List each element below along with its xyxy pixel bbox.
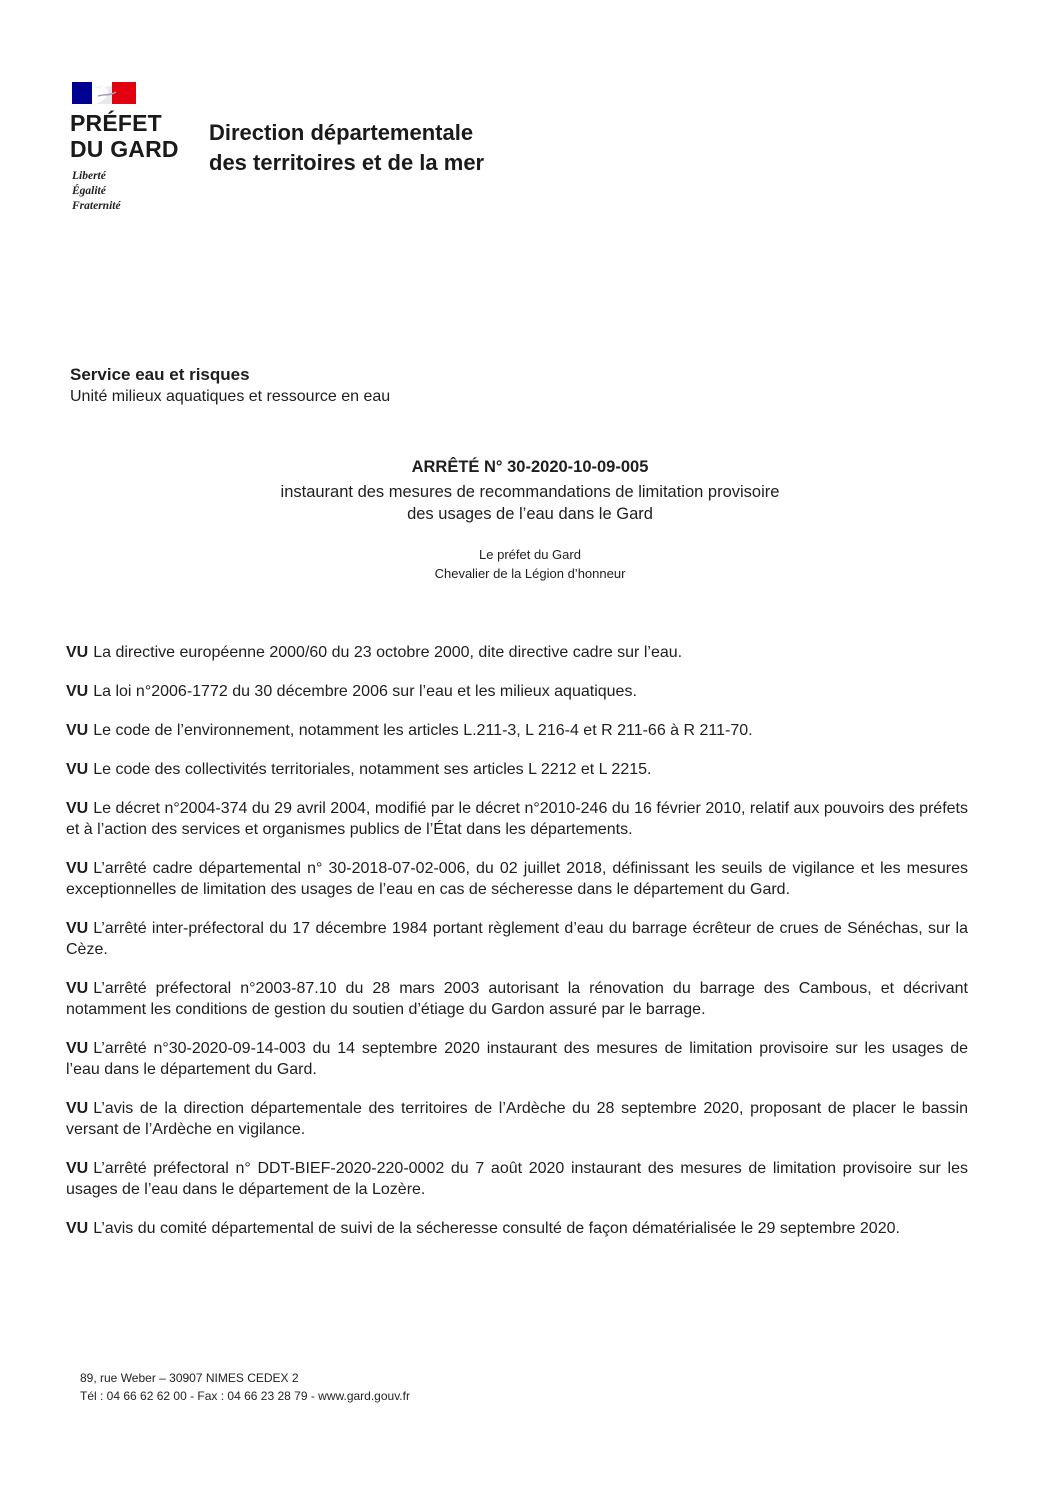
- prefet-du-gard-title: [70, 110, 179, 162]
- service-unit: Unité milieux aquatiques et ressource en eau: [70, 388, 391, 405]
- direction-line-2: des territoires et de la mer: [209, 150, 485, 175]
- vu-keyword: VU: [66, 1100, 89, 1117]
- vu-text: La directive européenne 2000/60 du 23 octobre 2000, dite directive cadre sur l’eau.: [93, 644, 683, 661]
- vu-item: [66, 1158, 968, 1200]
- motto-fraternite: Fraternité: [72, 200, 121, 212]
- vu-keyword: VU: [66, 920, 89, 937]
- vu-keyword: VU: [66, 1160, 89, 1177]
- vu-keyword: VU: [66, 683, 89, 700]
- vu-keyword: VU: [66, 980, 89, 997]
- vu-list: [66, 642, 968, 1239]
- vu-text: L’arrêté préfectoral n° DDT-BIEF-2020-220-0002 du 7 août 2020 instaurant des mesures de limitation provisoire sur les usages de l’eau dans le département de la Lozère.: [66, 1160, 968, 1198]
- service-block: [70, 364, 390, 408]
- republic-motto: [72, 169, 121, 214]
- arrete-number: ARRÊTÉ N° 30-2020-10-09-005: [411, 458, 649, 476]
- motto-egalite: Égalité: [72, 185, 106, 197]
- direction-line-1: Direction départementale: [209, 120, 474, 145]
- vu-text: Le code des collectivités territoriales, notamment ses articles L 2212 et L 2215.: [93, 761, 652, 778]
- vu-text: L’avis du comité départemental de suivi de la sécheresse consulté de façon dématérialisée le 29 septembre 2020.: [93, 1220, 900, 1237]
- vu-text: L’avis de la direction départementale des territoires de l’Ardèche du 28 septembre 2020, proposant de placer le bassin versant de l’Ardèche en vigilance.: [66, 1100, 968, 1138]
- vu-keyword: VU: [66, 1040, 89, 1057]
- vu-item: [66, 978, 968, 1020]
- prefet-signatory-line-1: Le préfet du Gard: [479, 547, 581, 562]
- vu-item: [66, 1098, 968, 1140]
- arrete-subtitle-line-1: instaurant des mesures de recommandations de limitation provisoire: [280, 483, 780, 501]
- footer-address: 89, rue Weber – 30907 NIMES CEDEX 2: [80, 1371, 299, 1385]
- direction-title: [209, 118, 484, 178]
- vu-text: L’arrêté n°30-2020-09-14-003 du 14 septembre 2020 instaurant des mesures de limitation provisoire sur les usages de l’eau dans le département du Gard.: [66, 1040, 968, 1078]
- vu-item: [66, 642, 968, 663]
- vu-keyword: VU: [66, 1220, 89, 1237]
- vu-keyword: VU: [66, 800, 89, 817]
- prefet-line-2: DU GARD: [70, 136, 179, 162]
- vu-text: L’arrêté préfectoral n°2003-87.10 du 28 mars 2003 autorisant la rénovation du barrage des Cambous, et décrivant notamment les conditions de gestion du soutien d’étiage du Gardon assuré par le barrage.: [66, 980, 968, 1018]
- vu-item: [66, 858, 968, 900]
- vu-item: [66, 1218, 968, 1239]
- vu-text: La loi n°2006-1772 du 30 décembre 2006 sur l’eau et les milieux aquatiques.: [93, 683, 637, 700]
- footer-contact: Tél : 04 66 62 62 00 - Fax : 04 66 23 28 79 - www.gard.gouv.fr: [80, 1389, 410, 1403]
- vu-text: L’arrêté inter-préfectoral du 17 décembre 1984 portant règlement d’eau du barrage écrêteur de crues de Sénéchas, sur la Cèze.: [66, 920, 968, 958]
- vu-text: Le décret n°2004-374 du 29 avril 2004, modifié par le décret n°2010-246 du 16 février 2010, relatif aux pouvoirs des préfets et à l’action des services et organismes publics de l’État dans les départements.: [66, 800, 968, 838]
- vu-item: [66, 720, 968, 741]
- vu-item: [66, 798, 968, 840]
- vu-text: L’arrêté cadre départemental n° 30-2018-07-02-006, du 02 juillet 2018, définissant les seuils de vigilance et les mesures exceptionnelles de limitation des usages de l’eau en cas de sécheresse dans le département du Gard.: [66, 860, 968, 898]
- vu-text: Le code de l’environnement, notamment les articles L.211-3, L 216-4 et R 211-66 à R 211-70.: [93, 722, 753, 739]
- vu-item: [66, 681, 968, 702]
- vu-item: [66, 918, 968, 960]
- arrete-subtitle: [150, 481, 910, 525]
- vu-keyword: VU: [66, 644, 89, 661]
- vu-keyword: VU: [66, 860, 89, 877]
- vu-keyword: VU: [66, 761, 89, 778]
- motto-liberte: Liberté: [72, 170, 106, 182]
- footer: [80, 1369, 410, 1405]
- vu-keyword: VU: [66, 722, 89, 739]
- arrete-subtitle-line-2: des usages de l’eau dans le Gard: [407, 505, 653, 523]
- vu-item: [66, 759, 968, 780]
- marianne-logo: [72, 80, 138, 106]
- prefet-line-1: PRÉFET: [70, 110, 162, 136]
- vu-item: [66, 1038, 968, 1080]
- prefet-signatory-line-2: Chevalier de la Légion d’honneur: [434, 566, 626, 581]
- service-title: Service eau et risques: [70, 365, 250, 384]
- prefet-signatory: [150, 545, 910, 583]
